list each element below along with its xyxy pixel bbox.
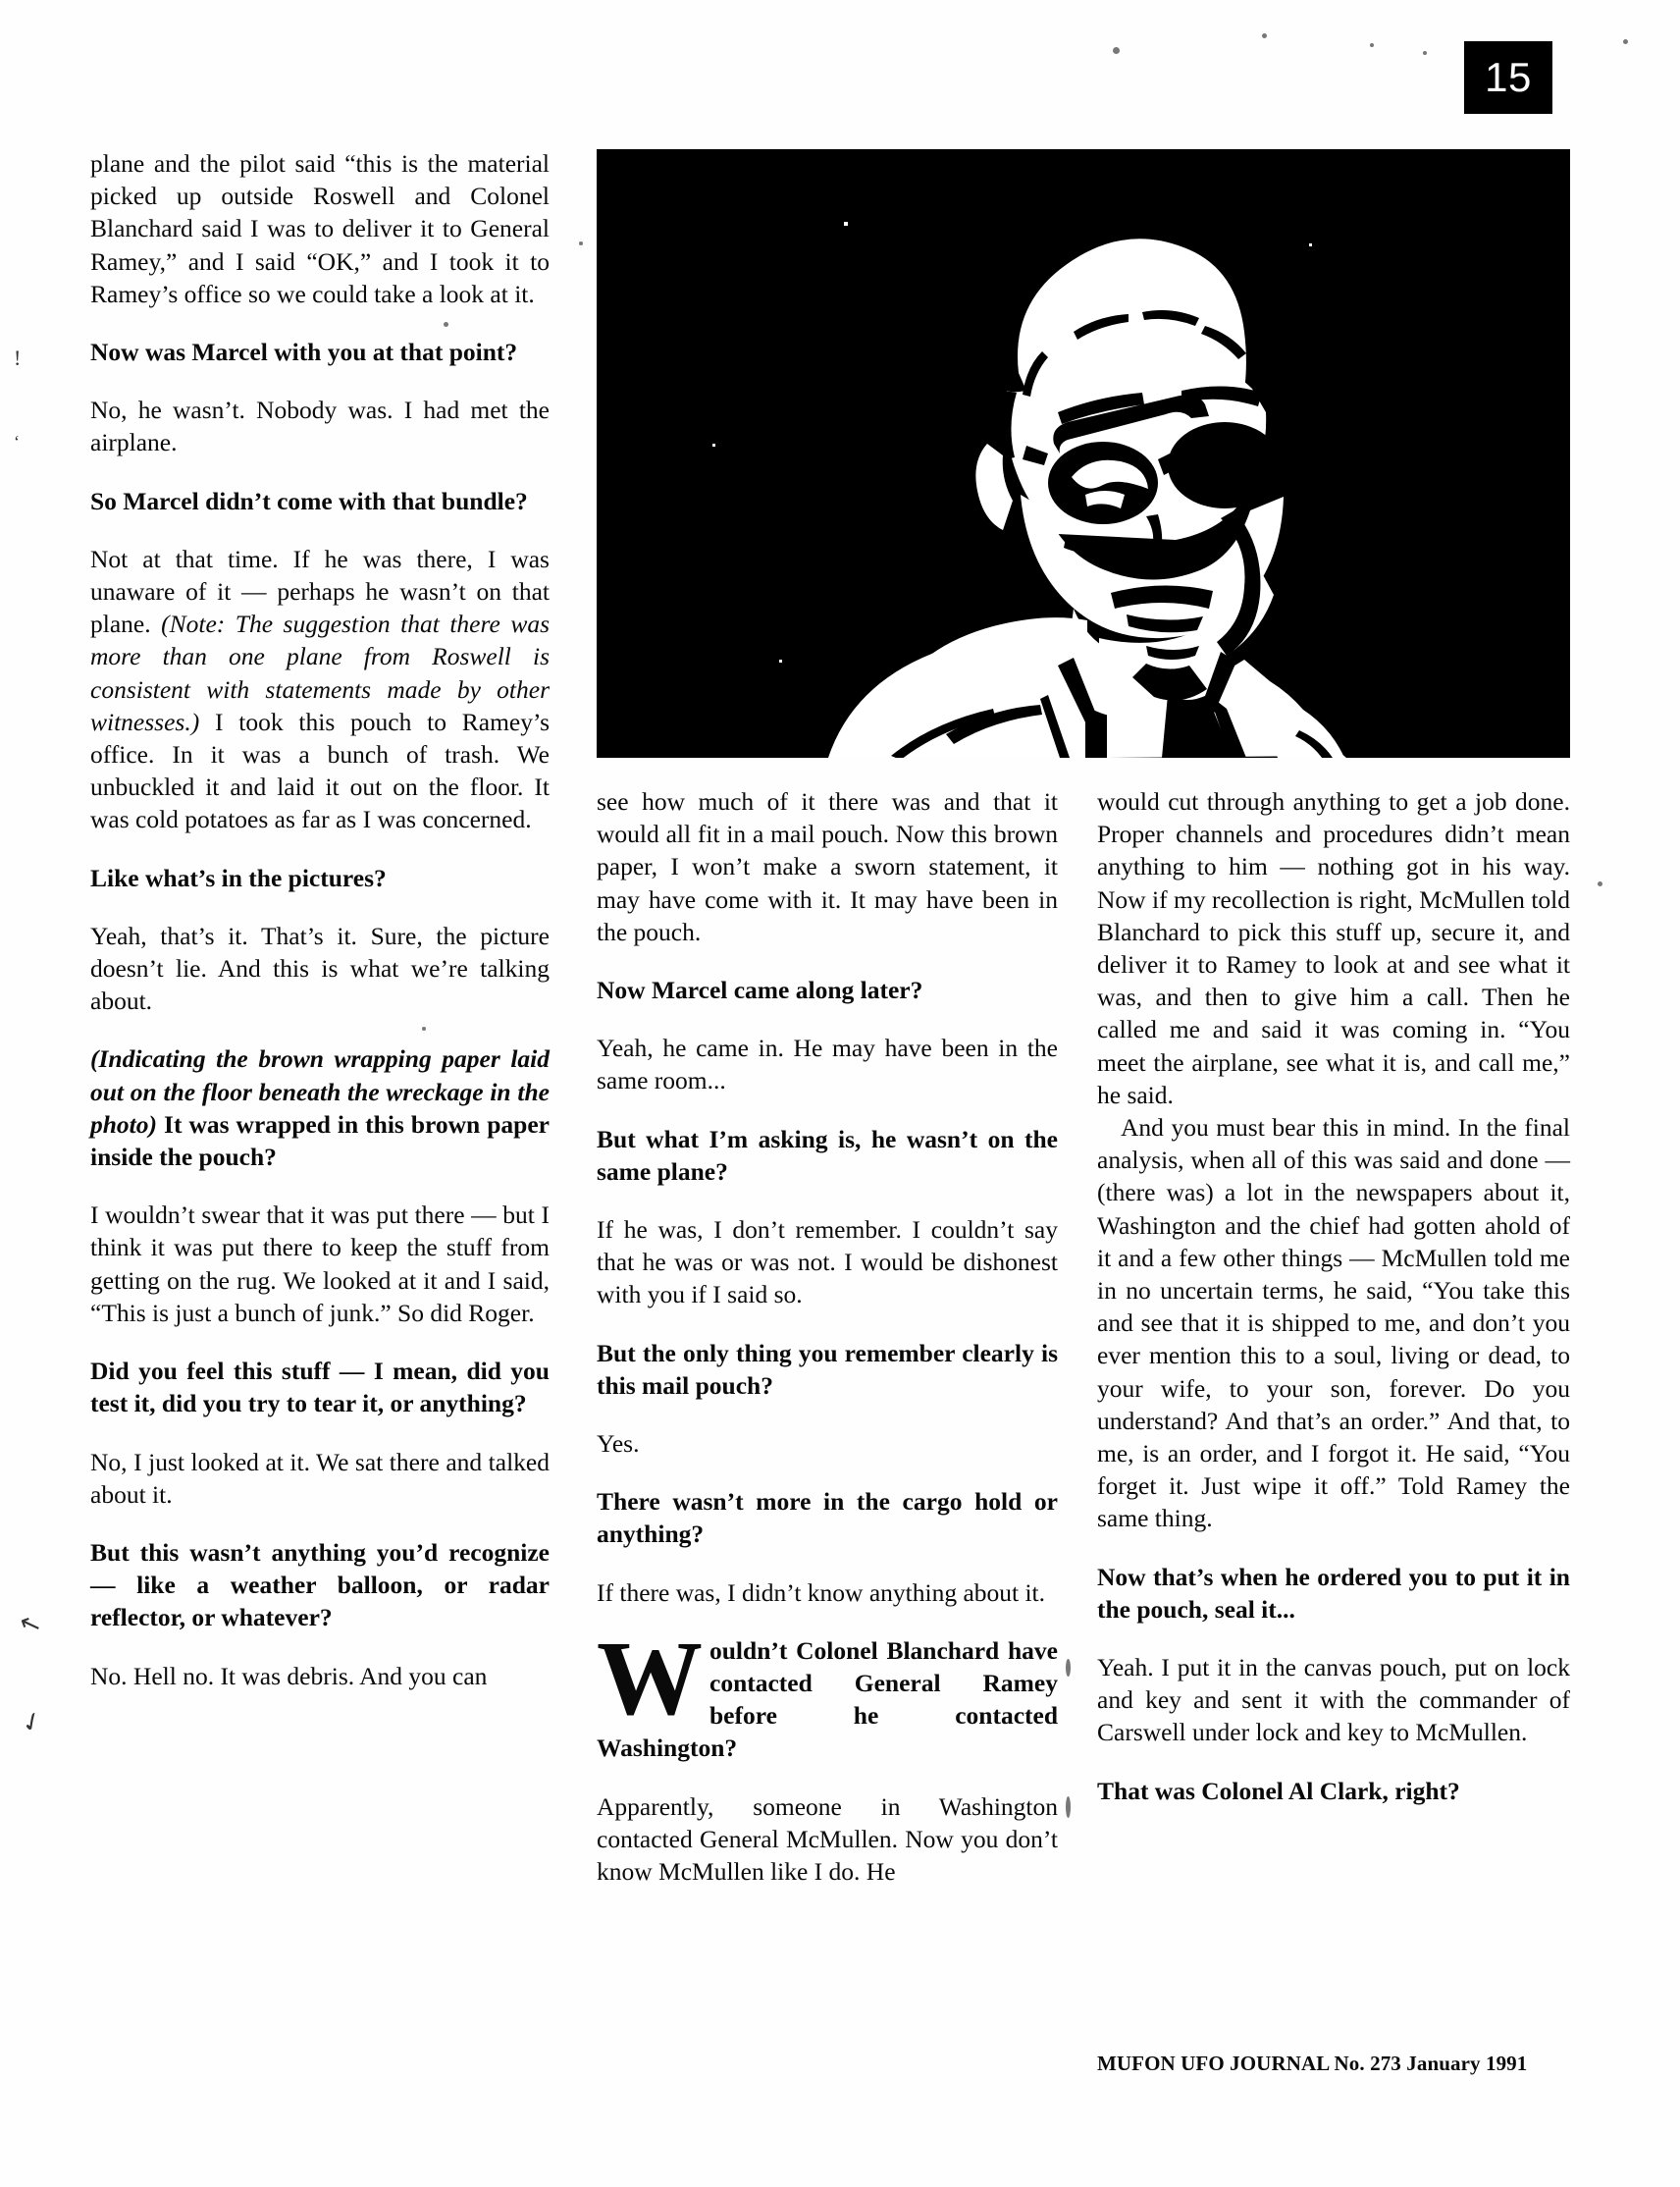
scan-speck xyxy=(1370,43,1374,47)
paragraph-question: Now was Marcel with you at that point? xyxy=(90,338,518,367)
portrait-photo xyxy=(597,149,1570,758)
scan-artifact-mark: ! xyxy=(14,346,22,370)
paragraph-answer: If there was, I didn’t know anything about it. xyxy=(597,1577,1046,1607)
scan-speck xyxy=(1066,1659,1071,1677)
paragraph-question-with-stage-direction xyxy=(90,1042,550,1173)
paragraph-answer: Yeah. I put it in the canvas pouch, put on lock and key and sent it with the commander of Carswell under lock and key to McMullen. xyxy=(1097,1653,1570,1747)
paragraph-question: So Marcel didn’t come with that bundle? xyxy=(90,486,528,515)
scan-speck xyxy=(1262,33,1267,38)
column-left xyxy=(90,147,550,1692)
scan-speck xyxy=(1066,1796,1071,1818)
scan-speck xyxy=(422,1027,426,1031)
paragraph-answer-with-note xyxy=(90,543,550,836)
paragraph-answer: No. Hell no. It was debris. And you can xyxy=(90,1661,488,1690)
answer-run: I took this pouch to Ramey’s office. In it was a bunch of trash. We unbuckled it and laid it out on the floor. It was cold potatoes as far as I was concerned. xyxy=(90,707,550,834)
answer-run: Not at that time. If he was there, I was unaware of it — perhaps he wasn’t on that plane. xyxy=(90,544,550,639)
paragraph-answer: Yeah, that’s it. That’s it. Sure, the picture doesn’t lie. And this is what we’re talking about. xyxy=(90,921,550,1016)
scan-speck xyxy=(444,322,448,327)
paragraph-answer: No, he wasn’t. Nobody was. I had met the airplane. xyxy=(90,396,550,457)
paragraph-answer-continued: And you must bear this in mind. In the final analysis, when all of this was said and done — (there was) a lot in the newspapers about it, Washington and the chief had gotten ahold of it and a few other things — McMullen told me in no uncertain terms, he said, “You take this and see that it is shipped to me, and don’t you ever mention this to a soul, living or dead, to your wife, to your son, forever. Do you understand? And that’s an order.” And that, to me, is an order, and I forgot it. He said, “You forget it. Just wipe it off.” Told Ramey the same thing. xyxy=(1097,1113,1570,1533)
paragraph-question-dropcap xyxy=(597,1620,1058,1765)
paragraph-question: Did you feel this stuff — I mean, did you test it, did you try to tear it, or anything? xyxy=(90,1357,550,1418)
page-number-badge: 15 xyxy=(1464,41,1552,114)
scan-speck xyxy=(1623,39,1628,44)
portrait-photo-artwork xyxy=(597,149,1570,758)
scan-artifact-mark: ‘ xyxy=(14,432,20,452)
paragraph-answer: Yeah, he came in. He may have been in the same room... xyxy=(597,1034,1058,1095)
paragraph-answer: If he was, I don’t remember. I couldn’t say that he was or was not. I would be dishonest with you if I said so. xyxy=(597,1215,1058,1309)
question-run: It was wrapped in this brown paper inside the pouch? xyxy=(90,1109,550,1172)
scan-speck xyxy=(1598,881,1602,886)
paragraph-answer: plane and the pilot said “this is the material picked up outside Roswell and Colonel Blanchard said I was to deliver it to General Ramey,” and I said “OK,” and I took it to Ramey’s office so we could take a look at it. xyxy=(90,149,550,308)
paragraph-answer: I wouldn’t swear that it was put there — but I think it was put there to keep the stuff from getting on the rug. We looked at it and I said, “This is just a bunch of junk.” So did Roger. xyxy=(90,1200,550,1327)
paragraph-question: Now that’s when he ordered you to put it in the pouch, seal it... xyxy=(1097,1562,1570,1624)
paragraph-answer: Yes. xyxy=(597,1429,640,1459)
page-footer: MUFON UFO JOURNAL No. 273 January 1991 xyxy=(1097,2052,1528,2075)
paragraph-question: There wasn’t more in the cargo hold or anything? xyxy=(597,1487,1058,1549)
paragraph-question: But the only thing you remember clearly is this mail pouch? xyxy=(597,1338,1058,1400)
scan-artifact-mark: ✓ xyxy=(16,1704,48,1740)
paragraph-answer: No, I just looked at it. We sat there and talked about it. xyxy=(90,1447,550,1509)
scan-speck xyxy=(579,241,583,245)
scan-artifact-mark: ↖ xyxy=(15,1607,45,1641)
drop-cap-letter: W xyxy=(597,1620,703,1737)
scan-speck xyxy=(1423,51,1427,55)
paragraph-question: That was Colonel Al Clark, right? xyxy=(1097,1776,1460,1805)
paragraph-question: Now Marcel came along later? xyxy=(597,976,923,1005)
paragraph-question: But what I’m asking is, he wasn’t on the same plane? xyxy=(597,1124,1058,1186)
column-middle xyxy=(597,785,1058,1888)
paragraph-question: Like what’s in the pictures? xyxy=(90,863,387,892)
stage-direction: (Indicating the brown wrapping paper laid out on the floor beneath the wreckage in the photo) xyxy=(90,1044,550,1139)
paragraph-answer: Apparently, someone in Washington contacted General McMullen. Now you don’t know McMullen like I do. He xyxy=(597,1791,1058,1887)
question-run: ouldn’t Colonel Blanchard have contacted General Ramey before he contacted Washington? xyxy=(597,1635,1058,1763)
editorial-note: (Note: The suggestion that there was more than one plane from Roswell is consistent with statements made by other witnesses.) xyxy=(90,610,550,736)
column-right xyxy=(1097,785,1570,1807)
paragraph-answer: see how much of it there was and that it would all fit in a mail pouch. Now this brown paper, I won’t make a sworn statement, it may have come with it. It may have been in the pouch. xyxy=(597,787,1058,946)
paragraph-answer: would cut through anything to get a job done. Proper channels and procedures didn’t mean anything to him — nothing got in his way. Now if my recollection is right, McMullen told Blanchard to pick this stuff up, secure it, and deliver it to Ramey to look at and see what it was, and then to give him a call. Then he called me and said it was coming in. “You meet the airplane, see what it is, and call me,” he said. xyxy=(1097,787,1570,1109)
scan-speck xyxy=(1113,47,1120,54)
paragraph-question: But this wasn’t anything you’d recognize — like a weather balloon, or radar reflector, or whatever? xyxy=(90,1537,550,1632)
